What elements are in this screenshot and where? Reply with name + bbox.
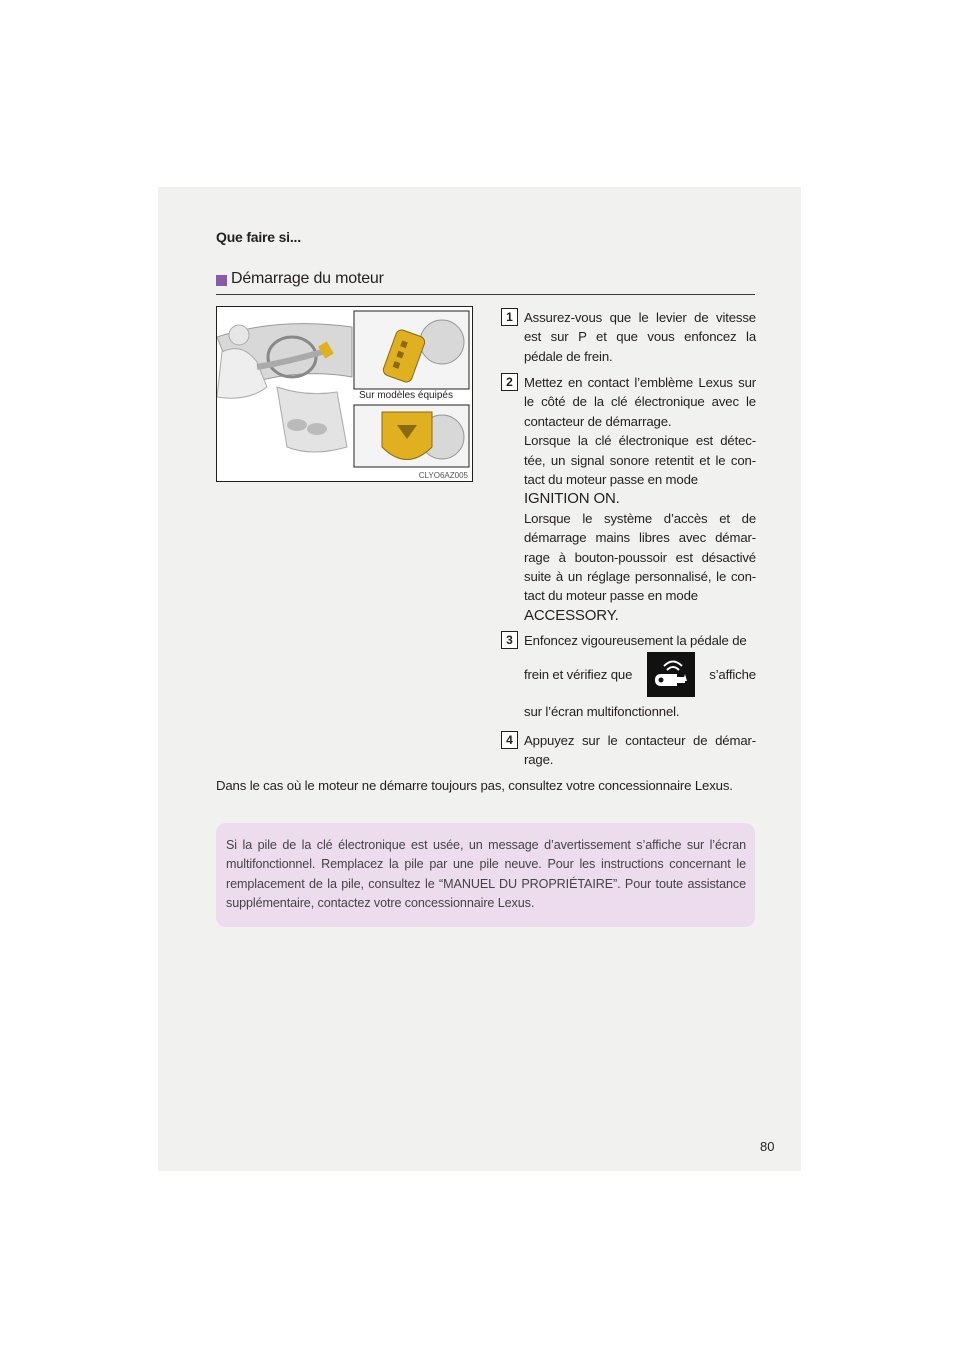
title-bullet-icon [216,275,227,286]
mode-label: IGNITION ON. [524,490,620,508]
section-header: Que faire si... [216,229,301,245]
step-paragraph: Mettez en contact l’emblème Lexus sur le côté de la clé électronique avec le contacteur de démarrage. [524,375,756,429]
step-2 [501,373,756,625]
step-line-start: frein et vérifiez que [524,666,633,682]
step-4 [501,731,756,770]
page-number: 80 [760,1139,775,1154]
step-paragraph: Lorsque le système d’accès et de démarrage mains libres avec démar-rage à bouton-poussoir est désactivé suite à un réglage personnalisé, le con-tact du moteur passe en mode [524,510,756,604]
step-paragraph [524,431,756,489]
step-number: 3 [501,631,518,649]
step-text [524,731,756,770]
step-number: 4 [501,731,518,749]
mode-label: ACCESSORY. [524,606,619,624]
step-number: 1 [501,308,518,326]
step-paragraph-text: Lorsque la clé électronique est détec-tée, un signal sonore retentit et le con-tact du moteur passe en mode [524,433,756,488]
note-box [216,823,755,927]
step-paragraph: Assurez-vous que le levier de vitesse est sur P et que vous enfoncez la pédale de frein. [524,310,756,364]
section-title-row [216,271,755,295]
step-3 [501,631,756,722]
key-battery-warning-icon [647,652,695,697]
step-text [524,631,756,722]
step-line: Enfoncez vigoureusement la pédale de [524,633,747,648]
step-line-end: s’affiche [709,666,756,682]
step-line: sur l’écran multifonctionnel. [524,704,680,720]
step-number: 2 [501,373,518,391]
note-text: Si la pile de la clé électronique est usée, un message d’avertissement s’affiche sur l’écran multifonctionnel. Remplacez la pile par une pile neuve. Pour les instructions concernant le remplacement de la pile, consultez le “MANUEL DU PROPRIÉTAIRE”. Pour toute assistance supplémentaire, contactez votre concessionnaire Lexus. [226,838,746,910]
step-text [524,373,756,625]
final-instruction: Dans le cas où le moteur ne démarre toujours pas, consultez votre concessionnaire Lexus. [216,778,733,793]
section-title: Démarrage du moteur [231,270,384,287]
step-paragraph: Appuyez sur le contacteur de démar-rage. [524,733,756,768]
figure-code: CLYO6AZ005 [418,471,468,480]
step-text [524,308,756,366]
figure-label: Sur modèles équipés [359,390,453,401]
illustration-figure [216,306,473,482]
step-1 [501,308,756,366]
step-line-with-icon [524,646,756,702]
